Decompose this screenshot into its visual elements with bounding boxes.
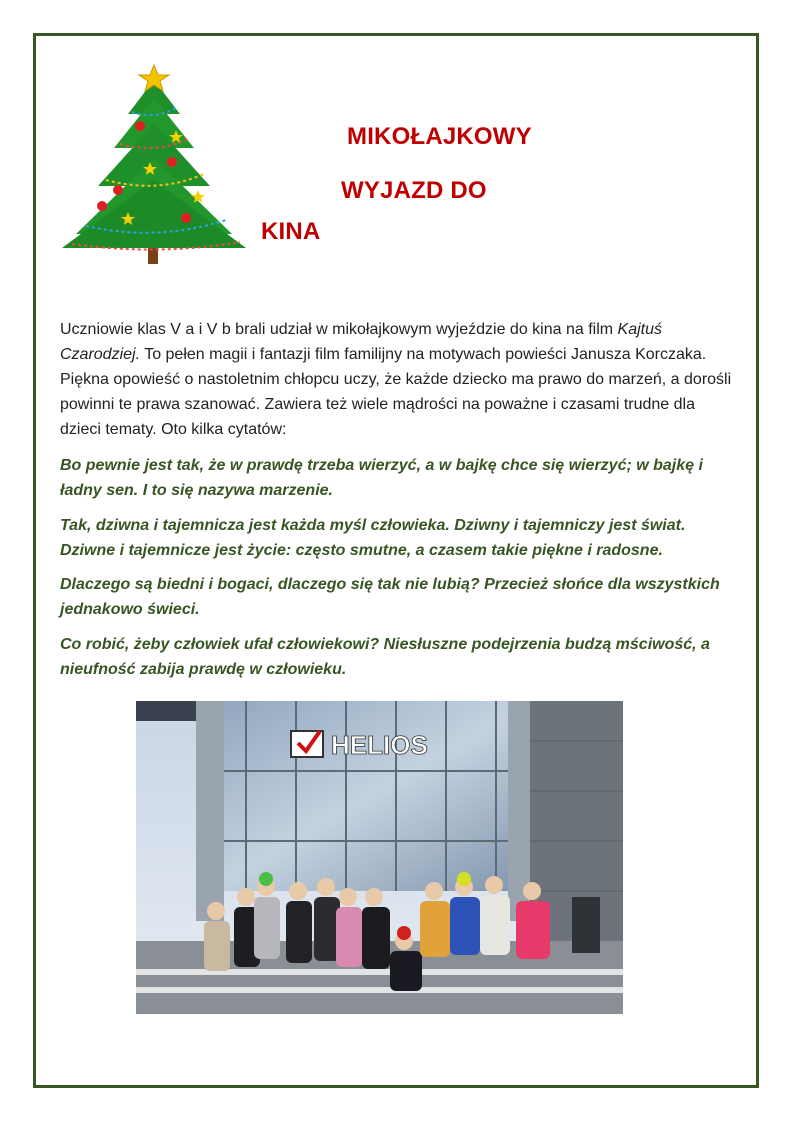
quote-4: Co robić, żeby człowiek ufał człowiekowi? Niesłuszne podejrzenia budzą mściwość, a nieufność zabija prawdę w człowieku. bbox=[60, 636, 710, 678]
title-line-3: KINA bbox=[261, 218, 321, 245]
intro-part-1: Uczniowie klas V a i V b brali udział w mikołajkowym wyjeździe do kina na film bbox=[60, 321, 618, 338]
quote-1: Bo pewnie jest tak, że w prawdę trzeba wierzyć, a w bajkę chce się wierzyć; w bajkę i ładny sen. I to się nazywa marzenie. bbox=[60, 457, 703, 499]
group-photo bbox=[136, 701, 623, 1014]
intro-part-2: To pełen magii i fantazji film familijny na motywach powieści Janusza Korczaka. Piękna opowieść o nastoletnim chłopcu uczy, że każde dziecko ma prawo do marzeń, a dorośli powinni te prawa szanować. Zawiera też wiele mądrości na poważne i czasami trudne dla dzieci tematy. Oto kilka cytatów: bbox=[60, 346, 732, 438]
title-line-1: MIKOŁAJKOWY bbox=[347, 123, 532, 150]
quote-2: Tak, dziwna i tajemnicza jest każda myśl człowieka. Dziwny i tajemniczy jest świat. Dziwne i tajemnicze jest życie: często smutne, a czasem takie piękne i radosne. bbox=[60, 517, 686, 559]
helios-sign: HELIOS bbox=[331, 730, 428, 760]
intro-paragraph bbox=[60, 317, 740, 442]
christmas-tree-icon bbox=[58, 62, 250, 266]
cinema-photo-illustration bbox=[136, 701, 623, 1014]
title-line-2: WYJAZD DO bbox=[341, 177, 487, 204]
film-title: Kajtuś Czarodziej. bbox=[60, 321, 663, 363]
quote-3: Dlaczego są biedni i bogaci, dlaczego się tak nie lubią? Przecież słońce dla wszystkich jednakowo świeci. bbox=[60, 576, 720, 618]
